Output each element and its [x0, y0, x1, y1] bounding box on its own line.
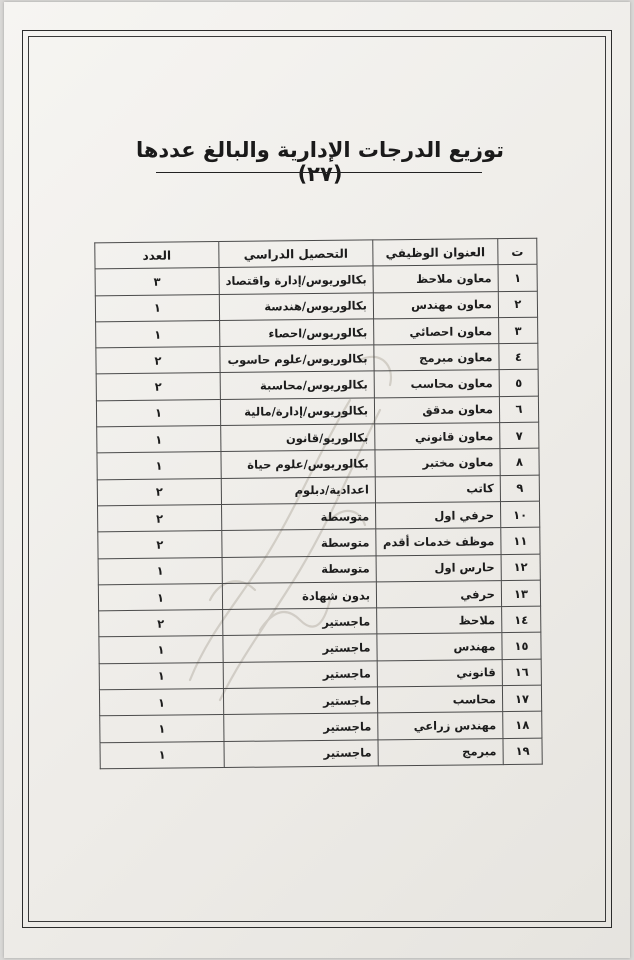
row-number: ١٥: [502, 633, 541, 660]
row-count: ١: [98, 557, 222, 585]
row-job-title: كاتب: [375, 475, 500, 503]
row-job-title: حرفي: [376, 580, 501, 608]
row-education: بكالوريو/قانون: [221, 424, 375, 452]
row-count: ١: [99, 662, 223, 690]
row-education: ماجستير: [224, 713, 378, 741]
row-education: بكالوريوس/علوم حياة: [221, 450, 375, 478]
row-education: ماجستير: [223, 634, 377, 662]
row-number: ٥: [499, 370, 538, 397]
row-count: ٢: [96, 373, 220, 401]
row-number: ١: [498, 264, 537, 291]
row-education: بكالوريوس/إدارة/مالية: [220, 398, 374, 426]
row-count: ١: [98, 583, 222, 611]
row-job-title: معاون مدقق: [374, 396, 499, 424]
row-number: ١٩: [503, 738, 542, 765]
row-count: ٢: [97, 478, 221, 506]
row-job-title: حارس اول: [376, 554, 501, 582]
row-count: ١: [96, 320, 220, 348]
row-education: متوسطة: [222, 555, 376, 583]
row-job-title: معاون ملاحظ: [373, 265, 498, 293]
row-count: ٢: [98, 504, 222, 532]
row-count: ١: [95, 294, 219, 322]
row-count: ٢: [98, 531, 222, 559]
row-job-title: مهندس زراعي: [378, 712, 503, 740]
row-education: بكالوريوس/محاسبة: [220, 371, 374, 399]
row-number: ١٦: [502, 659, 541, 686]
row-job-title: حرفي اول: [376, 502, 501, 530]
row-job-title: معاون احصائي: [374, 317, 499, 345]
row-number: ١٠: [500, 501, 539, 528]
title-underline: [156, 172, 482, 173]
row-job-title: مبرمج: [378, 738, 503, 766]
row-job-title: معاون قانوني: [375, 423, 500, 451]
row-number: ١٣: [501, 580, 540, 607]
row-count: ١: [96, 399, 220, 427]
row-count: ١: [99, 689, 223, 717]
row-number: ٤: [499, 343, 538, 370]
row-number: ٧: [500, 422, 539, 449]
row-job-title: ملاحظ: [377, 607, 502, 635]
grades-table: [94, 238, 542, 770]
header-job-title: العنوان الوظيفي: [373, 239, 498, 267]
row-number: ١٧: [502, 685, 541, 712]
row-education: ماجستير: [224, 740, 378, 768]
row-count: ٢: [96, 347, 220, 375]
row-job-title: معاون مختبر: [375, 449, 500, 477]
row-number: ١١: [501, 527, 540, 554]
row-education: متوسطة: [222, 529, 376, 557]
row-job-title: معاون مبرمج: [374, 344, 499, 372]
row-education: ماجستير: [223, 661, 377, 689]
row-count: ٢: [99, 610, 223, 638]
row-job-title: معاون مهندس: [373, 291, 498, 319]
row-education: ماجستير: [222, 608, 376, 636]
row-number: ٩: [500, 475, 539, 502]
row-count: ١: [100, 741, 224, 769]
row-education: بكالوريوس/علوم حاسوب: [220, 345, 374, 373]
header-number: ت: [498, 238, 537, 265]
row-number: ٣: [498, 317, 537, 344]
row-number: ٢: [498, 291, 537, 318]
row-count: ٣: [95, 268, 219, 296]
row-number: ١٤: [502, 606, 541, 633]
row-education: اعدادية/دبلوم: [221, 477, 375, 505]
row-number: ١٨: [503, 712, 542, 739]
row-number: ١٢: [501, 554, 540, 581]
table-row: [100, 738, 542, 769]
row-job-title: محاسب: [377, 686, 502, 714]
row-job-title: معاون محاسب: [374, 370, 499, 398]
row-count: ١: [97, 452, 221, 480]
row-number: ٨: [500, 449, 539, 476]
row-count: ١: [100, 715, 224, 743]
row-education: ماجستير: [223, 687, 377, 715]
document-title: توزيع الدرجات الإدارية والبالغ عددها (٢٧): [135, 138, 505, 186]
row-education: بكالوريوس/احصاء: [219, 319, 373, 347]
row-number: ٦: [499, 396, 538, 423]
header-count: العدد: [95, 242, 219, 270]
row-education: بكالوريوس/إدارة واقتصاد: [219, 266, 373, 294]
row-education: بدون شهادة: [222, 582, 376, 610]
row-job-title: موظف خدمات أقدم: [376, 528, 501, 556]
header-education: التحصيل الدراسي: [219, 240, 373, 268]
row-job-title: مهندس: [377, 633, 502, 661]
row-education: بكالوريوس/هندسة: [219, 293, 373, 321]
row-count: ١: [99, 636, 223, 664]
row-count: ١: [97, 426, 221, 454]
row-education: متوسطة: [221, 503, 375, 531]
row-job-title: قانوني: [377, 659, 502, 687]
